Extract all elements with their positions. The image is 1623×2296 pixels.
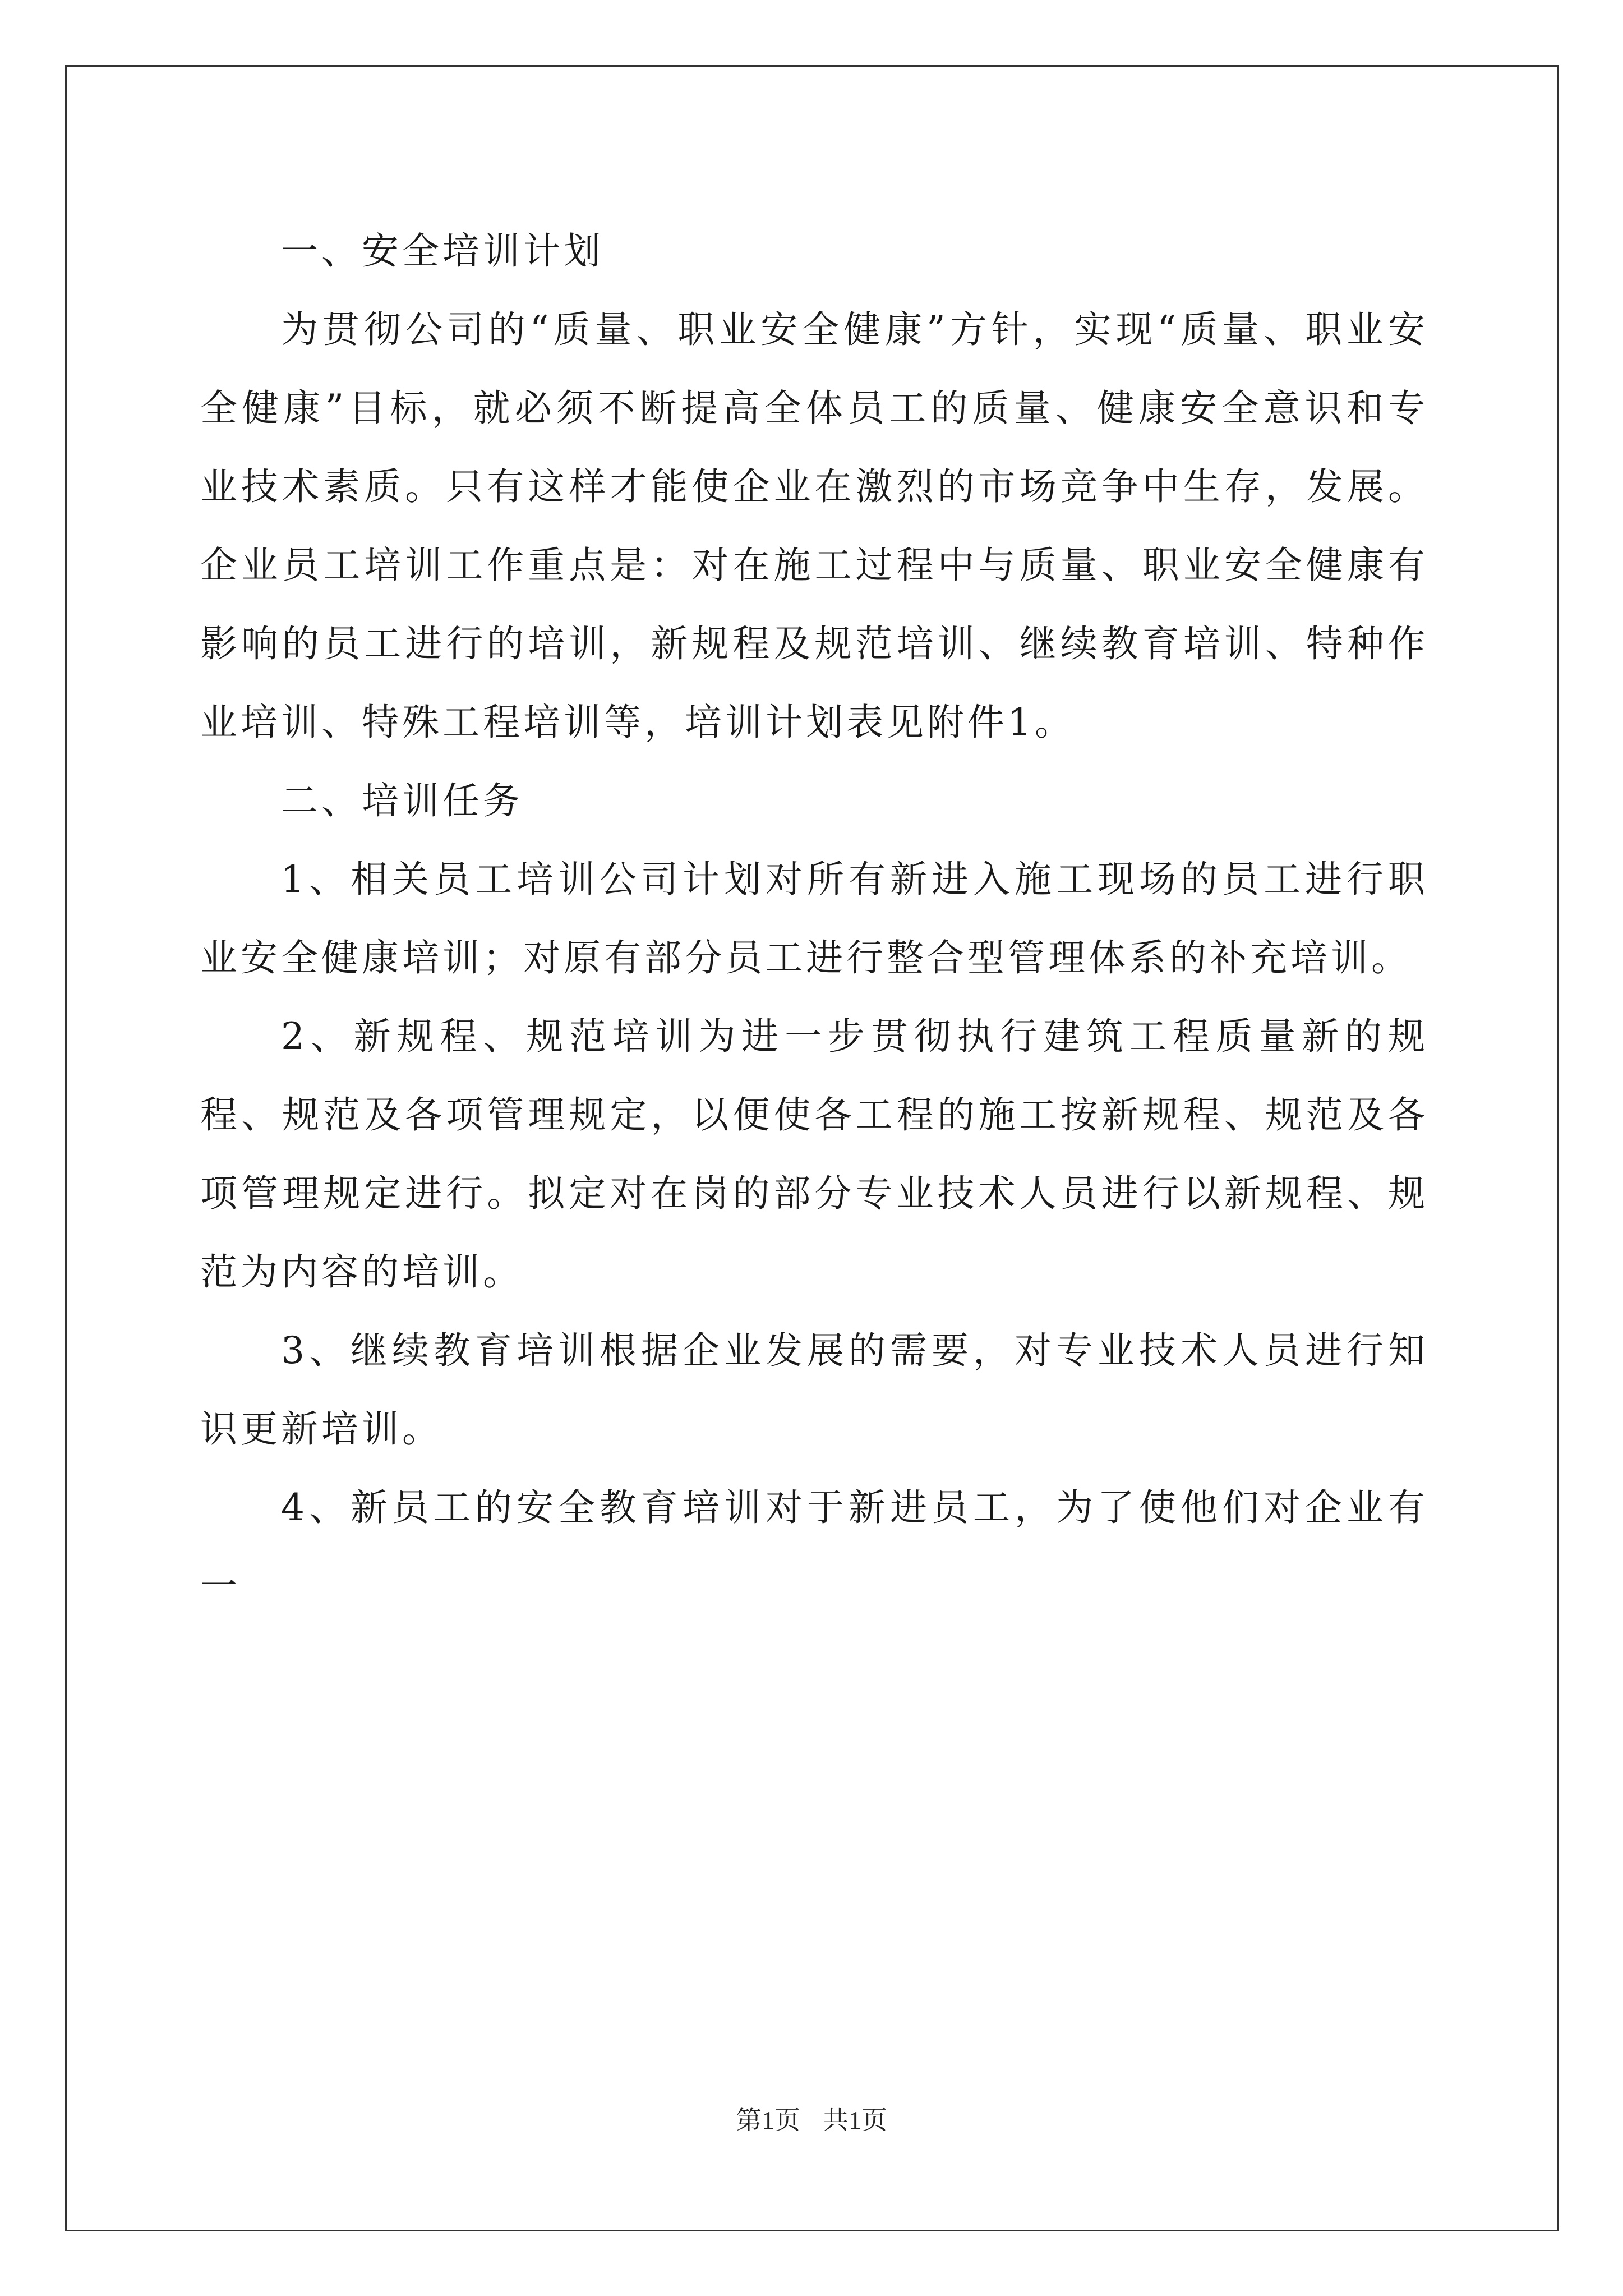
section-heading-1: 一、安全培训计划	[281, 229, 604, 273]
document-body	[200, 212, 1428, 1626]
page-total: 共1页	[823, 2106, 887, 2134]
paragraph: 3、继续教育培训根据企业发展的需要，对专业技术人员进行知识更新培训。	[200, 1329, 1428, 1451]
page-footer	[0, 2104, 1623, 2137]
paragraph: 4、新员工的安全教育培训对于新进员工，为了使他们对企业有一	[200, 1486, 1428, 1608]
paragraph: 2、新规程、规范培训为进一步贯彻执行建筑工程质量新的规程、规范及各项管理规定，以便使各工程的施工按新规程、规范及各项管理规定进行。拟定对在岗的部分专业技术人员进行以新规程、规范为内容的培训。	[200, 1015, 1428, 1294]
paragraph: 为贯彻公司的“质量、职业安全健康”方针，实现“质量、职业安全健康”目标，就必须不断提高全体员工的质量、健康安全意识和专业技术素质。只有这样才能使企业在激烈的市场竞争中生存，发展。企业员工培训工作重点是：对在施工过程中与质量、职业安全健康有影响的员工进行的培训，新规程及规范培训、继续教育培训、特种作业培训、特殊工程培训等，培训计划表见附件1。	[200, 308, 1428, 744]
paragraph: 1、相关员工培训公司计划对所有新进入施工现场的员工进行职业安全健康培训；对原有部分员工进行整合型管理体系的补充培训。	[200, 858, 1428, 979]
section-heading-2: 二、培训任务	[281, 779, 523, 822]
page-number: 第1页	[736, 2106, 800, 2134]
